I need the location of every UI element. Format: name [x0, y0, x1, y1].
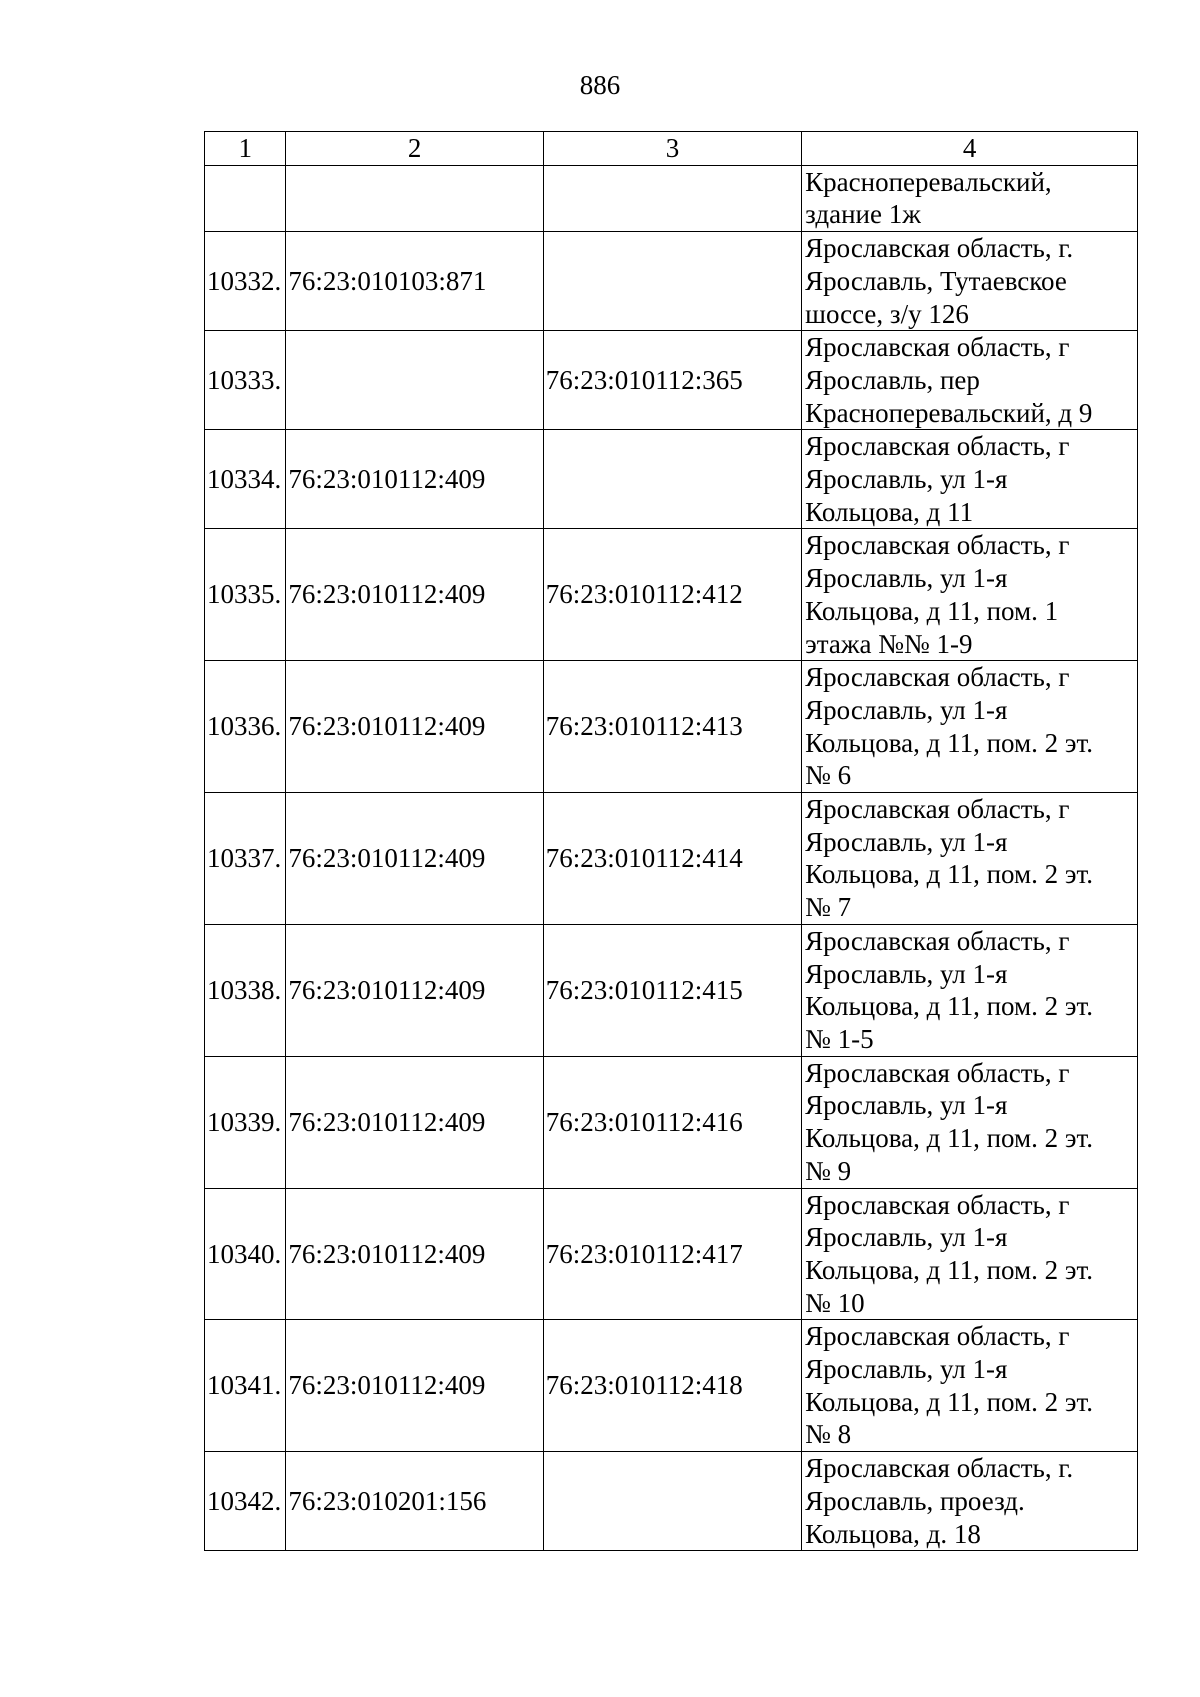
address-line: Кольцова, д 11, пом. 2 эт.	[805, 1386, 1093, 1417]
address-cell	[802, 793, 1138, 925]
column-header-2: 2	[286, 132, 543, 166]
register-table	[204, 131, 1138, 1551]
row-number-cell	[205, 165, 286, 231]
address-line: Ярославль, ул 1-я	[805, 1354, 1008, 1385]
address-line: Ярославская область, г	[805, 431, 1070, 462]
address-line: Ярославль, ул 1-я	[805, 958, 1008, 989]
row-number-cell: 10340.	[205, 1188, 286, 1320]
row-number-cell: 10339.	[205, 1056, 286, 1188]
table-row	[205, 529, 1138, 661]
address-cell	[802, 1188, 1138, 1320]
address-line: шоссе, з/у 126	[805, 298, 969, 329]
address-line: Ярославль, ул 1-я	[805, 1222, 1008, 1253]
table-row	[205, 924, 1138, 1056]
address-line: Кольцова, д 11	[805, 496, 974, 527]
row-number-cell: 10341.	[205, 1320, 286, 1452]
address-line: Ярославская область, г	[805, 1057, 1070, 1088]
address-line: Ярославская область, г.	[805, 233, 1074, 264]
address-cell	[802, 331, 1138, 430]
cadastral-number-cell: 76:23:010201:156	[286, 1452, 543, 1551]
cadastral-number-cell: 76:23:010112:409	[286, 1188, 543, 1320]
table-row	[205, 1188, 1138, 1320]
table-body	[205, 165, 1138, 1551]
cadastral-number-cell: 76:23:010112:409	[286, 430, 543, 529]
cadastral-number-cell: 76:23:010112:414	[543, 793, 801, 925]
table-header-row	[205, 132, 1138, 166]
cadastral-number-cell: 76:23:010103:871	[286, 232, 543, 331]
address-line: Ярославская область, г.	[805, 1453, 1074, 1484]
address-cell	[802, 1320, 1138, 1452]
row-number-cell: 10333.	[205, 331, 286, 430]
row-number-cell: 10334.	[205, 430, 286, 529]
address-line: № 6	[805, 760, 852, 791]
page-number: 886	[579, 70, 621, 100]
row-number-cell: 10337.	[205, 793, 286, 925]
address-cell	[802, 529, 1138, 661]
table-row	[205, 165, 1138, 231]
cadastral-number-cell	[543, 232, 801, 331]
address-line: Ярославская область, г	[805, 1189, 1070, 1220]
address-line: Кольцова, д 11, пом. 2 эт.	[805, 727, 1093, 758]
row-number-cell: 10335.	[205, 529, 286, 661]
address-line: Ярославль, ул 1-я	[805, 694, 1008, 725]
column-header-4: 4	[802, 132, 1138, 166]
address-line: Ярославль, ул 1-я	[805, 826, 1008, 857]
table-row	[205, 232, 1138, 331]
row-number-cell: 10342.	[205, 1452, 286, 1551]
cadastral-number-cell: 76:23:010112:409	[286, 529, 543, 661]
address-line: № 1-5	[805, 1023, 874, 1054]
cadastral-number-cell: 76:23:010112:417	[543, 1188, 801, 1320]
address-line: Кольцова, д 11, пом. 2 эт.	[805, 1254, 1093, 1285]
address-line: Ярославская область, г	[805, 1321, 1070, 1352]
address-line: Ярославская область, г	[805, 794, 1070, 825]
table-row	[205, 1056, 1138, 1188]
cadastral-number-cell: 76:23:010112:409	[286, 661, 543, 793]
address-line: Кольцова, д 11, пом. 2 эт.	[805, 991, 1093, 1022]
address-line: Кольцова, д 11, пом. 2 эт.	[805, 1123, 1093, 1154]
address-cell	[802, 661, 1138, 793]
address-line: № 10	[805, 1287, 865, 1318]
address-line: Ярославль, Тутаевское	[805, 265, 1067, 296]
address-line: Ярославская область, г	[805, 925, 1070, 956]
cadastral-number-cell: 76:23:010112:409	[286, 924, 543, 1056]
row-number-cell: 10336.	[205, 661, 286, 793]
address-line: здание 1ж	[805, 199, 921, 230]
address-line: Красноперевальский,	[805, 166, 1052, 197]
address-cell	[802, 1452, 1138, 1551]
table-row	[205, 331, 1138, 430]
address-line: Ярославль, пер	[805, 364, 980, 395]
address-line: № 8	[805, 1419, 852, 1450]
table-row	[205, 793, 1138, 925]
row-number-cell: 10332.	[205, 232, 286, 331]
address-line: Ярославль, ул 1-я	[805, 1090, 1008, 1121]
address-line: Кольцова, д. 18	[805, 1518, 981, 1549]
column-header-3: 3	[543, 132, 801, 166]
address-line: Ярославская область, г	[805, 530, 1070, 561]
table-row	[205, 1452, 1138, 1551]
address-line: № 9	[805, 1155, 852, 1186]
address-cell	[802, 924, 1138, 1056]
cadastral-number-cell: 76:23:010112:418	[543, 1320, 801, 1452]
cadastral-number-cell: 76:23:010112:412	[543, 529, 801, 661]
address-cell	[802, 232, 1138, 331]
address-cell	[802, 165, 1138, 231]
table-row	[205, 1320, 1138, 1452]
cadastral-number-cell: 76:23:010112:409	[286, 1056, 543, 1188]
cadastral-number-cell	[286, 331, 543, 430]
table-row	[205, 430, 1138, 529]
cadastral-number-cell	[286, 165, 543, 231]
cadastral-number-cell: 76:23:010112:409	[286, 1320, 543, 1452]
address-line: № 7	[805, 892, 852, 923]
column-header-1: 1	[205, 132, 286, 166]
address-line: Кольцова, д 11, пом. 1	[805, 595, 1059, 626]
cadastral-number-cell: 76:23:010112:365	[543, 331, 801, 430]
address-cell	[802, 430, 1138, 529]
cadastral-number-cell: 76:23:010112:413	[543, 661, 801, 793]
cadastral-number-cell: 76:23:010112:409	[286, 793, 543, 925]
cadastral-number-cell	[543, 430, 801, 529]
address-line: Ярославль, ул 1-я	[805, 563, 1008, 594]
cadastral-number-cell: 76:23:010112:416	[543, 1056, 801, 1188]
address-line: Красноперевальский, д 9	[805, 397, 1093, 428]
address-line: этажа №№ 1-9	[805, 628, 973, 659]
row-number-cell: 10338.	[205, 924, 286, 1056]
address-line: Ярославль, проезд.	[805, 1485, 1025, 1516]
address-line: Ярославская область, г	[805, 332, 1070, 363]
address-cell	[802, 1056, 1138, 1188]
address-line: Ярославль, ул 1-я	[805, 464, 1008, 495]
cadastral-number-cell: 76:23:010112:415	[543, 924, 801, 1056]
cadastral-number-cell	[543, 1452, 801, 1551]
address-line: Ярославская область, г	[805, 662, 1070, 693]
cadastral-number-cell	[543, 165, 801, 231]
table-row	[205, 661, 1138, 793]
address-line: Кольцова, д 11, пом. 2 эт.	[805, 859, 1093, 890]
